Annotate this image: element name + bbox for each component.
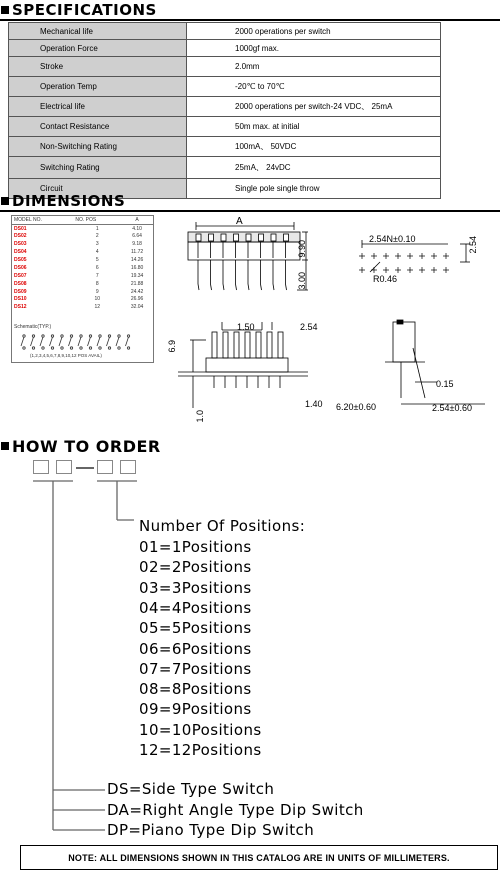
model-cell: DS05 — [14, 257, 27, 263]
a-value-cell: 21.88 — [130, 280, 144, 287]
table-row — [12, 225, 153, 233]
spec-value: -20℃ to 70℃ — [187, 77, 441, 97]
order-code-box — [120, 460, 136, 474]
model-cell: DS10 — [14, 296, 27, 303]
spec-row — [9, 137, 441, 157]
spec-value: 50m max. at initial — [187, 117, 441, 137]
position-option: 08=8Positions — [139, 680, 252, 699]
position-option: 09=9Positions — [139, 700, 252, 719]
position-cell: 5 — [95, 257, 99, 263]
order-code-box — [56, 460, 72, 474]
position-option: 07=7Positions — [139, 659, 252, 678]
dim-1-0-label: 1.0 — [195, 410, 205, 423]
position-cell: 9 — [95, 288, 99, 295]
spec-row — [9, 57, 441, 77]
type-option: DS=Side Type Switch — [107, 780, 275, 798]
table-row — [12, 240, 153, 248]
a-value-cell: 16.80 — [130, 264, 144, 271]
a-value-cell: 32.04 — [130, 304, 144, 311]
spec-value: 1000gf max. — [187, 40, 441, 57]
dim-1-40-label: 1.40 — [305, 399, 323, 409]
column-header: MODEL NO. — [12, 216, 73, 225]
spec-label: Contact Resistance — [9, 117, 187, 137]
position-option: 03=3Positions — [139, 578, 252, 597]
bullet-square-icon — [1, 6, 9, 14]
spec-value: 2.0mm — [187, 57, 441, 77]
a-value-cell: 9.18 — [132, 241, 142, 248]
a-value-cell: 19.34 — [130, 272, 144, 279]
position-cell: 8 — [95, 280, 99, 287]
a-value-cell: 11.72 — [131, 249, 144, 256]
table-row — [12, 280, 153, 288]
dim-a-label: A — [236, 216, 243, 227]
front-view-drawing — [182, 218, 322, 318]
spec-label: Switching Rating — [9, 157, 187, 179]
spec-row — [9, 157, 441, 179]
dimensions-heading: DIMENSIONS — [0, 191, 125, 211]
spec-value: 2000 operations per switch — [187, 23, 441, 40]
model-cell: DS02 — [14, 233, 27, 240]
position-option: 04=4Positions — [139, 598, 252, 617]
dim-9-90-label: 9.90 — [297, 240, 307, 258]
position-option: 01=1Positions — [139, 538, 252, 556]
spec-value: 25mA、 24vDC — [187, 157, 441, 179]
dim-1-50-label: 1.50 — [237, 322, 255, 332]
position-option: 02=2Positions — [139, 558, 252, 577]
table-header-row — [12, 216, 153, 225]
dim-3-00-label: 3.00 — [297, 272, 307, 290]
position-cell: 10 — [94, 296, 101, 303]
spec-value: Single pole single throw — [187, 179, 441, 199]
table-row — [12, 248, 153, 256]
specifications-table — [8, 22, 441, 199]
spec-row — [9, 40, 441, 57]
table-row — [12, 256, 153, 264]
model-cell: DS03 — [14, 241, 27, 248]
dim-2-54-label: 2.54 — [300, 322, 318, 332]
model-cell: DS06 — [14, 264, 27, 271]
dim-pitch-label: 2.54N±0.10 — [369, 234, 416, 244]
table-row — [12, 272, 153, 280]
position-option: 12=12Positions — [139, 741, 262, 759]
position-cell: 3 — [95, 241, 99, 248]
position-cell: 6 — [95, 264, 99, 271]
position-option: 05=5Positions — [139, 619, 252, 638]
schematic-note: (1,2,3,4,5,6,7,8,9,10,12 POS AVAIL) — [30, 353, 102, 358]
section-rule — [0, 19, 500, 21]
position-cell: 1 — [95, 225, 99, 232]
type-option: DP=Piano Type Dip Switch — [107, 821, 315, 839]
model-cell: DS08 — [14, 280, 27, 287]
column-header: NO. POS — [73, 216, 121, 225]
spec-label: Circuit — [9, 179, 187, 199]
spec-value: 2000 operations per switch-24 VDC、 25mA — [187, 97, 441, 117]
spec-row — [9, 117, 441, 137]
table-row — [12, 232, 153, 240]
schematic-drawing — [20, 332, 140, 354]
table-body — [12, 225, 153, 312]
model-cell: DS12 — [14, 304, 27, 311]
spec-value: 100mA、 50VDC — [187, 137, 441, 157]
spec-label: Non-Switching Rating — [9, 137, 187, 157]
order-code-box — [97, 460, 113, 474]
a-value-cell: 26.96 — [130, 296, 144, 303]
spec-label: Mechanical life — [9, 23, 187, 40]
spec-label: Electrical life — [9, 97, 187, 117]
spec-label: Operation Temp — [9, 77, 187, 97]
position-cell: 7 — [95, 272, 99, 279]
position-cell: 12 — [94, 304, 101, 311]
section-rule — [0, 210, 500, 212]
specifications-heading: SPECIFICATIONS — [0, 0, 157, 20]
model-cell: DS09 — [14, 288, 27, 295]
table-row — [12, 296, 153, 304]
column-header: A — [121, 216, 153, 225]
table-row — [12, 288, 153, 296]
type-option: DA=Right Angle Type Dip Switch — [107, 800, 364, 819]
dim-2-54-vertical-label: 2.54 — [468, 236, 478, 254]
order-code-dash — [76, 467, 94, 469]
spec-row — [9, 23, 441, 40]
position-option: 10=10Positions — [139, 720, 262, 739]
a-value-cell: 6.64 — [132, 233, 142, 240]
dim-6-20-label: 6.20±0.60 — [336, 402, 376, 412]
a-value-cell: 14.26 — [130, 257, 144, 263]
spec-label: Operation Force — [9, 40, 187, 57]
dim-6-9-label: 6.9 — [167, 340, 177, 353]
order-code-box — [33, 460, 49, 474]
model-cell: DS01 — [14, 225, 27, 232]
position-cell: 2 — [95, 233, 99, 240]
model-cell: DS04 — [14, 249, 27, 256]
a-value-cell: 4.10 — [132, 225, 142, 232]
spec-row — [9, 97, 441, 117]
how-to-order-heading: HOW TO ORDER — [0, 436, 161, 456]
dim-0-15-label: 0.15 — [436, 379, 454, 389]
positions-title: Number Of Positions: — [139, 517, 306, 535]
millimeter-note: NOTE: ALL DIMENSIONS SHOWN IN THIS CATALOG ARE IN UNITS OF MILLIMETERS. — [20, 845, 498, 870]
table-row — [12, 264, 153, 272]
schematic-label: Schematic(TYP.) — [14, 324, 52, 330]
spec-row — [9, 77, 441, 97]
dim-2-54b-label: 2.54±0.60 — [432, 403, 472, 413]
bullet-square-icon — [1, 442, 9, 450]
a-value-cell: 24.42 — [130, 288, 144, 295]
bullet-square-icon — [1, 197, 9, 205]
model-cell: DS07 — [14, 272, 27, 279]
position-cell: 4 — [95, 249, 99, 256]
table-row — [12, 303, 153, 311]
model-dimension-table — [11, 215, 154, 363]
position-option: 06=6Positions — [139, 639, 252, 658]
spec-label: Stroke — [9, 57, 187, 77]
dim-r0-46-label: R0.46 — [373, 274, 398, 284]
